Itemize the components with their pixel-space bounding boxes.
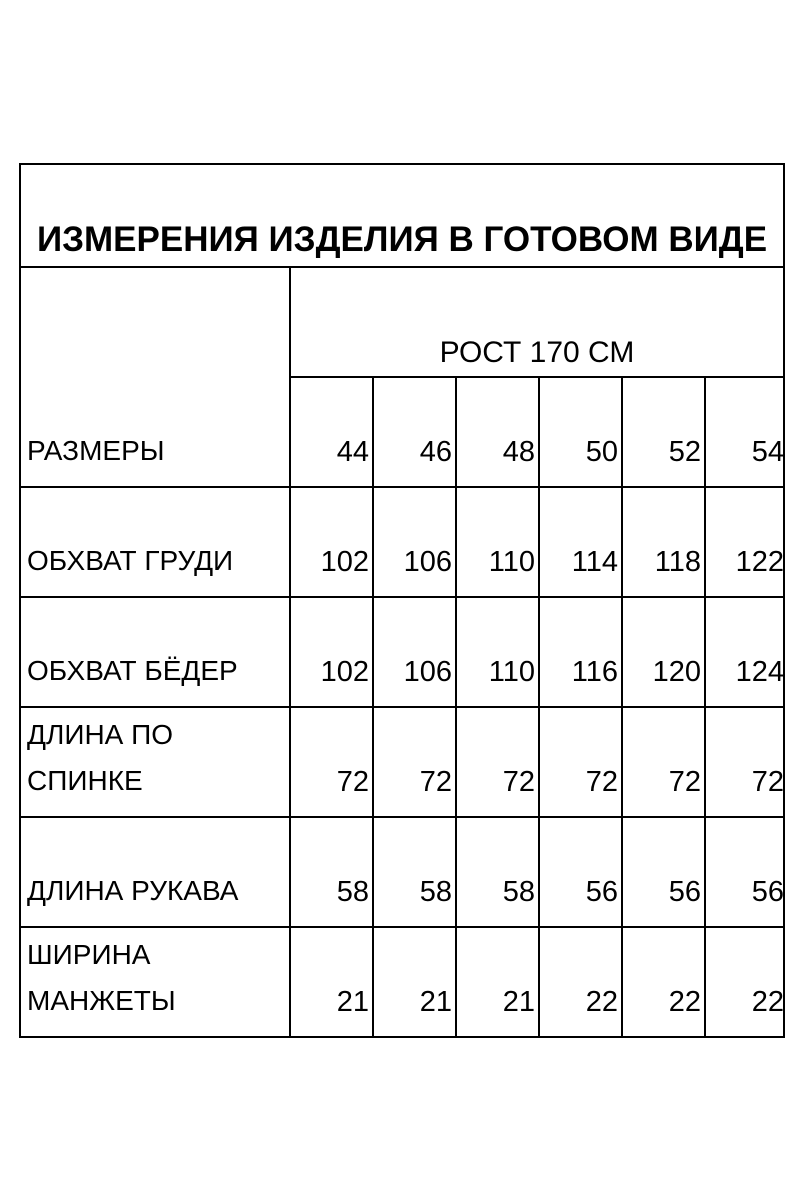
table-cell: 102 — [320, 656, 369, 688]
row-divider — [21, 926, 783, 928]
title-divider — [21, 266, 783, 268]
label-column-divider — [289, 266, 291, 1036]
table-cell: 21 — [419, 986, 452, 1018]
row-label: ОБХВАТ БЁДЕР — [27, 655, 238, 686]
table-cell: 58 — [502, 876, 535, 908]
table-cell: 44 — [336, 436, 369, 468]
table-cell: 48 — [502, 436, 535, 468]
row-divider — [21, 706, 783, 708]
row-label: ДЛИНА РУКАВА — [27, 875, 239, 906]
table-cell: 50 — [585, 436, 618, 468]
table-cell: 122 — [735, 546, 784, 578]
table-cell: 46 — [419, 436, 452, 468]
row-label: СПИНКЕ — [27, 765, 143, 796]
growth-label: РОСТ 170 СМ — [439, 336, 635, 369]
row-label: ШИРИНА — [27, 939, 151, 970]
table-cell: 58 — [336, 876, 369, 908]
row-label: РАЗМЕРЫ — [27, 435, 165, 466]
table-cell: 72 — [585, 766, 618, 798]
table-cell: 120 — [652, 656, 701, 688]
table-cell: 56 — [751, 876, 784, 908]
table-cell: 22 — [668, 986, 701, 1018]
row-divider — [21, 596, 783, 598]
table-title: ИЗМЕРЕНИЯ ИЗДЕЛИЯ В ГОТОВОМ ВИДЕ — [36, 220, 768, 259]
table-cell: 21 — [336, 986, 369, 1018]
table-cell: 22 — [751, 986, 784, 1018]
table-cell: 56 — [585, 876, 618, 908]
table-cell: 114 — [571, 546, 618, 578]
row-divider — [21, 816, 783, 818]
table-cell: 110 — [488, 546, 535, 578]
table-cell: 72 — [668, 766, 701, 798]
table-cell: 72 — [336, 766, 369, 798]
table-cell: 102 — [320, 546, 369, 578]
table-cell: 118 — [654, 546, 701, 578]
table-cell: 106 — [403, 546, 452, 578]
table-cell: 58 — [419, 876, 452, 908]
table-cell: 56 — [668, 876, 701, 908]
table-cell: 54 — [751, 436, 784, 468]
table-cell: 72 — [751, 766, 784, 798]
table-cell: 72 — [419, 766, 452, 798]
table-cell: 110 — [488, 656, 535, 688]
table-cell: 106 — [403, 656, 452, 688]
row-label: ДЛИНА ПО — [27, 719, 174, 750]
table-cell: 52 — [668, 436, 701, 468]
row-label: ОБХВАТ ГРУДИ — [27, 545, 234, 576]
table-cell: 116 — [571, 656, 618, 688]
row-label: МАНЖЕТЫ — [27, 985, 176, 1016]
row-divider — [21, 486, 783, 488]
table-cell: 22 — [585, 986, 618, 1018]
table-cell: 124 — [735, 656, 784, 688]
table-cell: 21 — [502, 986, 535, 1018]
size-table — [19, 163, 785, 1038]
growth-divider — [289, 376, 783, 378]
table-cell: 72 — [502, 766, 535, 798]
